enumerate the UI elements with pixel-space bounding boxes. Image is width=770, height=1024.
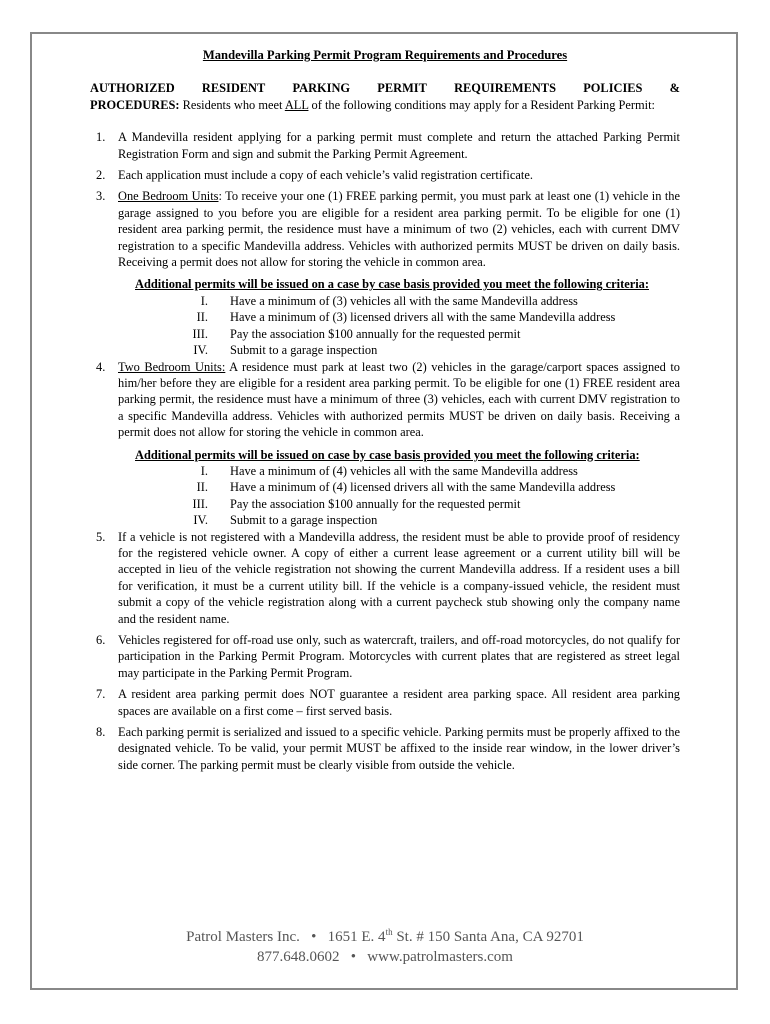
item-text: If a vehicle is not registered with a Mandevilla address, the resident must be able to provide proof of residency for the registered vehicle owner. A copy of either a current lease agreement or a current utility bill will be accepted in lieu of the vehicle registration not showing the current Mandevilla address. If a resident uses a bill for verification, it must be a current utility bill. If the vehicle is a company-issued vehicle, the resident must submit a copy of the vehicle registration along with a current paycheck stub showing only the company name and the resident name. [118,529,680,626]
criteria-text: Have a minimum of (3) vehicles all with the same Mandevilla address [230,293,578,308]
footer-website[interactable]: www.patrolmasters.com [367,949,513,965]
criteria-row [90,496,680,512]
intro-heading-word: & [669,81,680,96]
list-item [90,686,680,719]
footer-bullet: • [350,949,357,965]
item-text [118,188,680,270]
item-text: Vehicles registered for off-road use only, such as watercraft, trailers, and off-road motorcycles, do not qualify for participation in the Parking Permit Program. Motorcycles with current plates that are registered as street legal may participate in the Parking Permit Program. [118,633,680,680]
document-title: Mandevilla Parking Permit Program Requirements and Procedures [202,48,568,62]
footer-address-sup: th [385,927,393,937]
item-number: 4. [96,359,106,374]
criteria-row [90,293,680,309]
item-number: 5. [96,529,106,544]
criteria-row [90,326,680,342]
criteria-numeral: I. [200,463,208,478]
intro-heading-word: POLICIES [583,81,643,96]
criteria-row [90,479,680,495]
footer-bullet: • [311,929,317,945]
criteria-list [90,293,680,359]
criteria-numeral: I. [200,293,208,308]
intro-text-after: of the following conditions may apply for a Resident Parking Permit: [308,97,655,112]
intro-all: ALL [284,97,309,112]
criteria-text: Submit to a garage inspection [230,513,378,528]
additional-permits-heading: Additional permits will be issued on case by case basis provided you meet the following criteria: [135,447,640,462]
item-number: 3. [96,189,106,204]
list-item [90,724,680,773]
criteria-row [90,463,680,479]
item-text: Each application must include a copy of each vehicle’s valid registration certificate. [118,168,533,183]
item-text: A resident area parking permit does NOT guarantee a resident area parking space. All resident area parking spaces are available on a first come – first served basis. [118,687,680,718]
item-lead: One Bedroom Units [118,189,219,204]
item-number: 6. [96,633,106,647]
criteria-text: Submit to a garage inspection [230,343,378,358]
criteria-numeral: II. [196,480,208,495]
footer-company: Patrol Masters Inc. [186,929,300,945]
intro-text-before: Residents who meet [179,97,285,112]
item-number: 2. [96,168,106,183]
list-item [90,188,680,270]
intro-heading-end: PROCEDURES: [90,97,180,112]
criteria-numeral: III. [192,326,208,341]
criteria-numeral: IV. [193,343,208,358]
footer-line-contact [0,947,770,967]
criteria-list [90,463,680,529]
footer-address [328,929,584,945]
criteria-text: Pay the association $100 annually for the requested permit [230,326,521,341]
additional-permits-heading: Additional permits will be issued on a case by case basis provided you meet the following criteria: [135,277,649,292]
item-lead: Two Bedroom Units: [118,359,226,374]
footer-address-post: St. # 150 Santa Ana, CA 92701 [392,929,584,945]
intro-heading-word: RESIDENT [201,81,266,96]
item-text: A Mandevilla resident applying for a parking permit must complete and return the attached Parking Permit Registration Form and sign and submit the Parking Permit Agreement. [118,130,680,161]
criteria-text: Have a minimum of (3) licensed drivers all with the same Mandevilla address [230,310,616,325]
footer-line-address [0,922,770,947]
list-item [90,359,680,441]
footer-address-pre: 1651 E. 4 [327,929,386,945]
intro-text [90,97,680,113]
item-number: 1. [96,130,106,145]
criteria-text: Have a minimum of (4) licensed drivers all with the same Mandevilla address [230,480,616,495]
criteria-text: Pay the association $100 annually for the requested permit [230,496,521,511]
item-number: 8. [96,725,106,740]
footer-phone: 877.648.0602 [257,949,340,965]
item-body: A residence must park at least two (2) vehicles in the garage/carport spaces assigned to him/her before they are eligible for a resident area parking permit. To be eligible for one (1) FREE resident area parking permit, the residence must have a minimum of three (3) vehicles, each with current DMV registration to a specific Mandevilla address. Vehicles with authorized permits MUST be driven on daily basis. Receiving a permit does not allow for storing the vehicle in common area. [118,359,681,440]
intro-heading-word: REQUIREMENTS [454,81,556,96]
criteria-row [90,309,680,325]
intro-heading [90,80,680,96]
intro-paragraph [90,80,680,113]
intro-heading-word: PERMIT [377,81,427,96]
criteria-text: Have a minimum of (4) vehicles all with the same Mandevilla address [230,463,578,478]
item-body: : To receive your one (1) FREE parking permit, you must park at least one (1) vehicle in the garage assigned to you before you are eligible for a resident area parking permit. To be eligible for one (1) resident area parking permit, the residence must have a minimum of two (2) vehicles, each with current DMV registration to a specific Mandevilla address. Vehicles with authorized permits MUST be driven on daily basis. Receiving a permit does not allow for storing the vehicle in common area. [118,189,680,270]
item-number: 7. [96,687,106,702]
page-footer [0,922,770,967]
list-item [90,129,680,162]
item-text: Each parking permit is serialized and issued to a specific vehicle. Parking permits must be properly affixed to the designated vehicle. To be valid, your permit MUST be affixed to the inside rear window, in the lower driver’s side corner. The parking permit must be clearly visible from outside the vehicle. [118,725,680,772]
intro-heading-word: AUTHORIZED [90,81,175,96]
list-item [90,632,680,681]
criteria-numeral: III. [192,496,208,511]
criteria-row [90,512,680,528]
criteria-row [90,342,680,358]
criteria-numeral: II. [196,310,208,325]
list-item [90,529,680,627]
document-body [90,47,680,778]
criteria-numeral: IV. [193,513,208,528]
list-item [90,167,680,183]
intro-heading-word: PARKING [292,81,351,96]
item-text [118,359,680,441]
